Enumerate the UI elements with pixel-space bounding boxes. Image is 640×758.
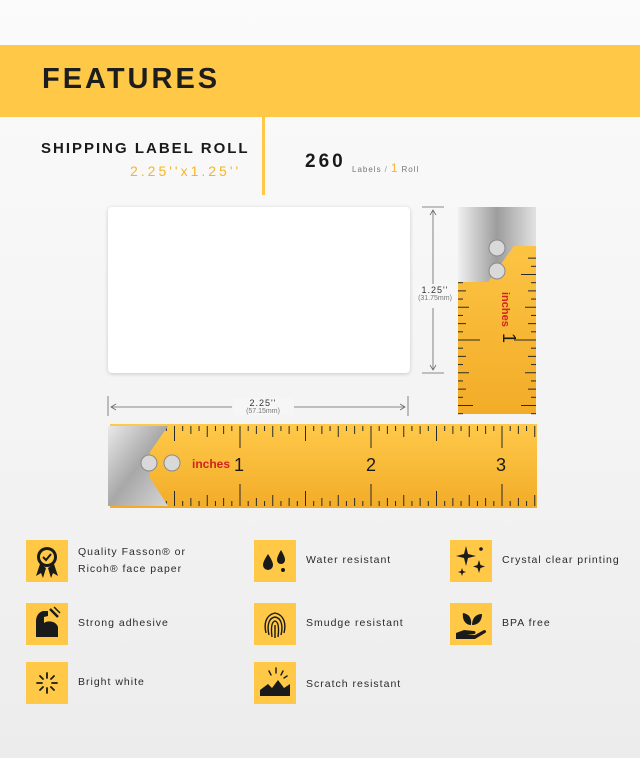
- width-dimension: [233, 398, 293, 415]
- rivet: [489, 263, 505, 279]
- width-value: 2.25'': [249, 398, 277, 408]
- banner-title: FEATURES: [42, 63, 221, 95]
- roll-count: 1: [390, 161, 399, 175]
- feature-label: Smudge resistant: [306, 617, 404, 629]
- feature-label: Scratch resistant: [306, 678, 402, 690]
- feature-label: Water resistant: [306, 554, 392, 566]
- height-dimension: [414, 285, 456, 302]
- product-size: 2.25''x1.25'': [130, 163, 242, 179]
- count-unit: Labels: [352, 165, 382, 174]
- ruler-number: 1: [499, 333, 519, 344]
- feature-label: Crystal clear printing: [502, 554, 620, 566]
- ruler-number: 2: [366, 455, 377, 475]
- ruler-unit-label: inches: [192, 457, 231, 471]
- label-count: 260: [305, 151, 346, 172]
- bright-icon: [26, 662, 68, 704]
- vertical-ruler: [458, 207, 536, 414]
- ruler-number: 1: [234, 455, 245, 475]
- feature-label: Quality Fasson® or: [78, 546, 187, 558]
- product-title: SHIPPING LABEL ROLL: [41, 140, 250, 157]
- height-mm: (31.75mm): [418, 295, 452, 302]
- water-drop-icon: [254, 540, 296, 582]
- leaf-hand-icon: [450, 603, 492, 645]
- rivet: [164, 455, 180, 471]
- rivet: [489, 240, 505, 256]
- ruler-number: 3: [496, 455, 507, 475]
- rivet: [141, 455, 157, 471]
- feature-label: BPA free: [502, 617, 551, 629]
- ruler-unit-label: inches: [499, 292, 511, 327]
- award-icon: [26, 540, 68, 582]
- horizontal-ruler: [108, 424, 537, 508]
- scratch-icon: [254, 662, 296, 704]
- fingerprint-icon: [254, 603, 296, 645]
- height-value: 1.25'': [421, 285, 449, 295]
- feature-label: Bright white: [78, 676, 145, 688]
- roll-unit: Roll: [401, 165, 420, 174]
- width-mm: (57.15mm): [246, 408, 280, 415]
- sparkle-icon: [450, 540, 492, 582]
- feature-label: Strong adhesive: [78, 617, 169, 629]
- count-separator: /: [384, 165, 388, 174]
- strong-arm-icon: [26, 603, 68, 645]
- feature-label: Ricoh® face paper: [78, 563, 183, 575]
